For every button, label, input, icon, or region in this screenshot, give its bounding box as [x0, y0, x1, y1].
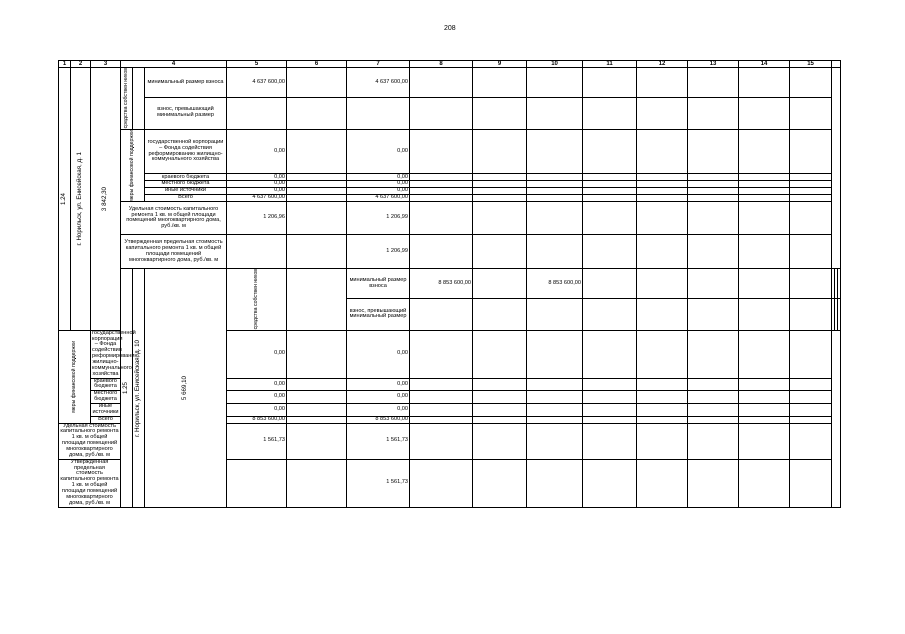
value-cell: 1 206,99 [347, 202, 410, 235]
value-cell: 4 637 600,00 [347, 68, 410, 98]
value-cell: 0,00 [347, 188, 410, 195]
header-cell: 3 [91, 61, 121, 68]
regional-label: краевого бюджета [145, 174, 227, 181]
value-cell: 1 206,99 [347, 235, 410, 269]
table-row [59, 202, 841, 235]
header-cell: 6 [287, 61, 347, 68]
header-cell: 4 [121, 61, 227, 68]
table-row [59, 269, 841, 299]
header-cell: 14 [739, 61, 790, 68]
header-cell: 11 [583, 61, 637, 68]
row-number-cell [59, 68, 71, 330]
header-cell: 5 [227, 61, 287, 68]
table-row [59, 97, 841, 129]
row-number-cell [121, 269, 133, 507]
header-cell: 2 [71, 61, 91, 68]
header-cell: 1 [59, 61, 71, 68]
value-cell: 4 637 600,00 [347, 195, 410, 202]
over-min-label: взнос, превышающий минимальный размер [347, 299, 410, 331]
group-support-label: меры финансовой поддержки [70, 340, 77, 413]
total-label: Всего [91, 416, 121, 423]
area-cell [145, 269, 227, 507]
value-cell: 0,00 [227, 378, 287, 391]
header-cell: 9 [473, 61, 527, 68]
area-cell [91, 68, 121, 330]
min-fee-label: минимальный размер взноса [347, 269, 410, 299]
value-cell: 0,00 [347, 330, 410, 378]
group-own-label: средства собствен ников [252, 269, 259, 330]
value-cell: 0,00 [347, 404, 410, 417]
table-row [59, 68, 841, 98]
capital-repair-table [58, 60, 841, 508]
other-label: иные источники [92, 403, 119, 415]
value-cell: 0,00 [347, 129, 410, 174]
approved-cost-label: Утвержденная предельная стоимость капитального ремонта 1 кв. м общей площади помещений многоквартирного дома, руб./кв. м [60, 458, 119, 506]
value-cell: 1 561,73 [347, 423, 410, 459]
value-cell: 8 853 600,00 [227, 416, 287, 423]
group-support-cell [59, 330, 91, 423]
value-cell: 0,00 [227, 174, 287, 181]
area: 3 842,30 [101, 186, 109, 212]
regional-label: краевого бюджета [91, 378, 121, 391]
value-cell: 1 206,96 [227, 202, 287, 235]
value-cell: 0,00 [347, 174, 410, 181]
address: г. Норильск, ул. Енисейская, д. 1 [76, 152, 84, 246]
header-cell: 8 [410, 61, 473, 68]
other-label: иные источники [145, 188, 227, 195]
header-cell: 10 [527, 61, 583, 68]
group-own-label: средства собствен ников [122, 68, 129, 129]
group-support-label: меры финансовой поддержки [128, 129, 135, 202]
fund-label: государственной корпорации – Фонда содействия реформированию жилищно-коммунального хозяйства [145, 129, 227, 174]
value-cell: 0,00 [227, 181, 287, 188]
header-cell: 13 [688, 61, 739, 68]
spacer-cell [133, 68, 145, 129]
value-cell: 0,00 [227, 188, 287, 195]
group-own-cell [121, 68, 133, 129]
group-own-cell [227, 269, 287, 330]
table-row [59, 195, 841, 202]
table-row [59, 235, 841, 269]
value-cell: 8 853 600,00 [527, 269, 583, 299]
table-row [59, 188, 841, 195]
header-cell: 12 [637, 61, 688, 68]
value-cell: 8 853 600,00 [410, 269, 473, 299]
total-label: Всего [145, 195, 227, 202]
area: 5 669,10 [181, 375, 189, 401]
value-cell: 0,00 [347, 391, 410, 404]
unit-cost-label: Удельная стоимость капитального ремонта 1 кв. м общей площади помещений многоквартирного дома, руб./кв. м [60, 422, 119, 458]
approved-cost-label: Утвержденная предельная стоимость капитального ремонта 1 кв. м общей площади помещений многоквартирного дома, руб./кв. м [121, 235, 227, 269]
value-cell: 0,00 [347, 181, 410, 188]
over-min-label: взнос, превышающий минимальный размер [145, 97, 227, 129]
value-cell: 0,00 [227, 404, 287, 417]
group-support-cell [121, 129, 145, 202]
row-number: 1.25 [122, 382, 130, 395]
local-label: местного бюджета [91, 391, 121, 404]
address-cell [71, 68, 91, 330]
row-number: 1.24 [60, 192, 68, 206]
value-cell: 1 561,73 [347, 459, 410, 507]
page-number: 208 [444, 25, 456, 32]
local-label: местного бюджета [145, 181, 227, 188]
value-cell: 0,00 [227, 330, 287, 378]
value-cell: 0,00 [227, 129, 287, 174]
address: г. Норильск, ул. Енисейская, д. 10 [134, 339, 142, 437]
value-cell: 1 561,73 [227, 423, 287, 459]
spacer-cell [287, 269, 347, 330]
address-cell [133, 269, 145, 507]
value-cell: 4 637 600,00 [227, 68, 287, 98]
value-cell: 0,00 [227, 391, 287, 404]
table-row [59, 129, 841, 174]
unit-cost-label: Удельная стоимость капитального ремонта 1 кв. м общей площади помещений многоквартирного дома, руб./кв. м [121, 202, 227, 235]
header-row [59, 61, 841, 68]
value-cell: 0,00 [347, 378, 410, 391]
value-cell: 4 637 600,00 [227, 195, 287, 202]
fund-label: государственной корпорации – Фонда содействия реформированию жилищно-коммунального хозяйства [92, 329, 139, 377]
min-fee-label: минимальный размер взноса [145, 68, 227, 98]
header-cell: 15 [790, 61, 832, 68]
header-cell: 7 [347, 61, 410, 68]
value-cell: 8 853 600,00 [347, 416, 410, 423]
